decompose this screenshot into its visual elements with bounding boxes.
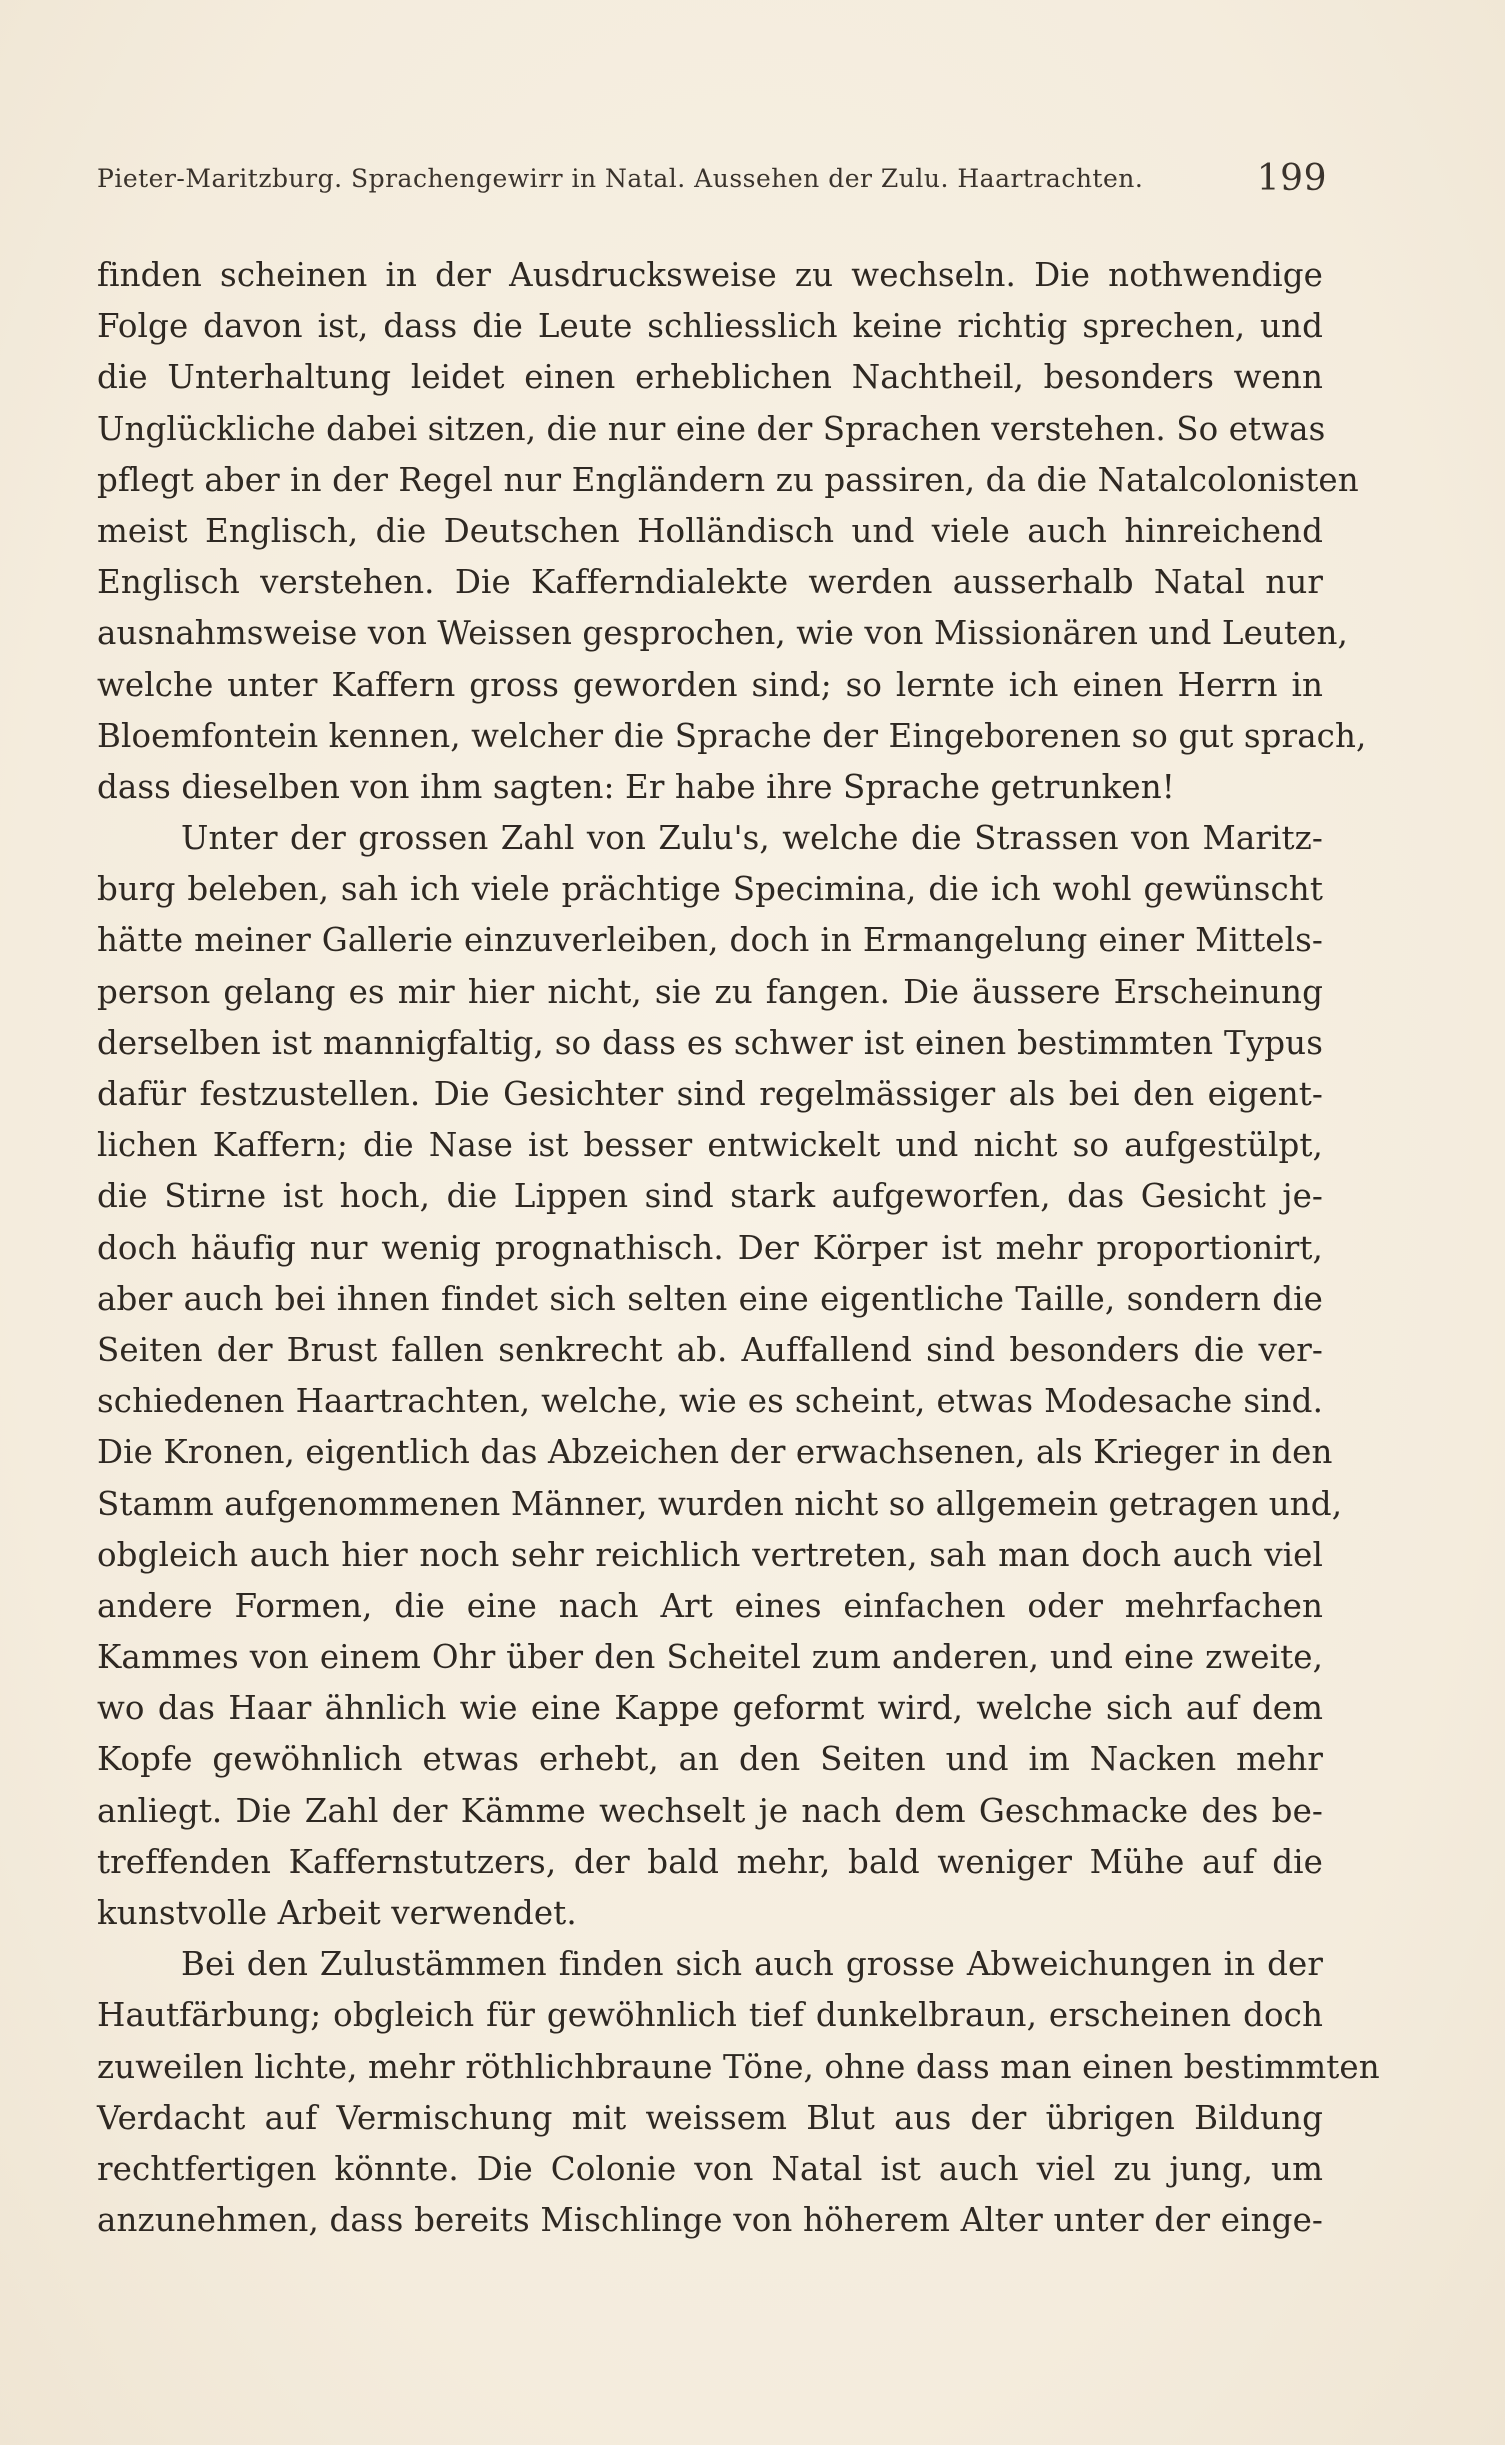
text-line: Stamm aufgenommenen Männer, wurden nicht so allgemein getragen und, [97, 1484, 1343, 1523]
text-line: aber auch bei ihnen findet sich selten eine eigentliche Taille, sondern die [97, 1279, 1323, 1318]
paragraph-end-line: kunstvolle Arbeit verwendet. [97, 1894, 577, 1932]
text-line: andere Formen, die eine nach Art eines einfachen oder mehrfachen [97, 1586, 1323, 1625]
paragraph-start-line: Unter der grossen Zahl von Zulu's, welche die Strassen von Maritz- [181, 819, 1323, 858]
text-line: doch häufig nur wenig prognathisch. Der Körper ist mehr proportionirt, [97, 1228, 1323, 1267]
text-line: person gelang es mir hier nicht, sie zu fangen. Die äussere Erscheinung [97, 972, 1323, 1011]
text-line: Englisch verstehen. Die Kafferndialekte werden ausserhalb Natal nur [97, 563, 1323, 602]
text-line: die Unterhaltung leidet einen erheblichen Nachtheil, besonders wenn [97, 358, 1323, 397]
page-number: 199 [1256, 158, 1327, 199]
paragraph-end-line: dass dieselben von ihm sagten: Er habe ihre Sprache getrunken! [97, 767, 1175, 806]
text-line: lichen Kaffern; die Nase ist besser entwickelt und nicht so aufgestülpt, [97, 1126, 1323, 1165]
text-line: hätte meiner Gallerie einzuverleiben, doch in Ermangelung einer Mittels- [97, 921, 1323, 960]
text-line: schiedenen Haartrachten, welche, wie es scheint, etwas Modesache sind. [97, 1382, 1323, 1421]
text-line: Die Kronen, eigentlich das Abzeichen der erwachsenen, als Krieger in den [97, 1433, 1333, 1472]
running-title: Pieter-Maritzburg. Sprachengewirr in Natal. Aussehen der Zulu. Haartrachten. [97, 164, 1144, 193]
text-line: Folge davon ist, dass die Leute schliesslich keine richtig sprechen, und [97, 307, 1323, 346]
paragraph-start-line: Bei den Zulustämmen finden sich auch grosse Abweichungen in der [181, 1945, 1323, 1984]
text-line: anliegt. Die Zahl der Kämme wechselt je nach dem Geschmacke des be- [97, 1791, 1323, 1830]
text-line: treffenden Kaffernstutzers, der bald mehr, bald weniger Mühe auf die [97, 1842, 1323, 1881]
running-header [97, 158, 1327, 204]
text-line: Kopfe gewöhnlich etwas erhebt, an den Seiten und im Nacken mehr [97, 1740, 1323, 1779]
text-line: dafür festzustellen. Die Gesichter sind regelmässiger als bei den eigent- [97, 1075, 1323, 1113]
text-line: Verdacht auf Vermischung mit weissem Blut aus der übrigen Bildung [97, 2098, 1323, 2137]
text-line: welche unter Kaffern gross geworden sind; so lernte ich einen Herrn in [97, 665, 1323, 704]
text-line: ausnahmsweise von Weissen gesprochen, wie von Missionären und Leuten, [97, 614, 1348, 653]
text-line: meist Englisch, die Deutschen Holländisch und viele auch hinreichend [97, 511, 1323, 550]
text-line: Unglückliche dabei sitzen, die nur eine der Sprachen verstehen. So etwas [97, 409, 1326, 448]
text-line: Bloemfontein kennen, welcher die Sprache der Eingeborenen so gut sprach, [97, 716, 1367, 755]
text-line: Kammes von einem Ohr über den Scheitel zum anderen, und eine zweite, [97, 1638, 1323, 1677]
text-line: zuweilen lichte, mehr röthlichbraune Töne, ohne dass man einen bestimmten [97, 2047, 1380, 2086]
text-line: burg beleben, sah ich viele prächtige Specimina, die ich wohl gewünscht [97, 870, 1323, 909]
text-line: obgleich auch hier noch sehr reichlich vertreten, sah man doch auch viel [97, 1535, 1323, 1574]
text-line: Seiten der Brust fallen senkrecht ab. Auffallend sind besonders die ver- [97, 1330, 1323, 1369]
text-line: anzunehmen, dass bereits Mischlinge von höherem Alter unter der einge- [97, 2201, 1323, 2240]
text-line: die Stirne ist hoch, die Lippen sind stark aufgeworfen, das Gesicht je- [97, 1177, 1323, 1216]
text-line: rechtfertigen könnte. Die Colonie von Natal ist auch viel zu jung, um [97, 2149, 1323, 2188]
text-line: Hautfärbung; obgleich für gewöhnlich tief dunkelbraun, erscheinen doch [97, 1996, 1323, 2035]
text-line: pflegt aber in der Regel nur Engländern zu passiren, da die Natalcolonisten [97, 460, 1359, 499]
text-line: derselben ist mannigfaltig, so dass es schwer ist einen bestimmten Typus [97, 1023, 1323, 1062]
text-line: wo das Haar ähnlich wie eine Kappe geformt wird, welche sich auf dem [97, 1689, 1323, 1728]
body-text [97, 250, 1380, 2246]
text-line: finden scheinen in der Ausdrucksweise zu wechseln. Die nothwendige [97, 256, 1323, 294]
